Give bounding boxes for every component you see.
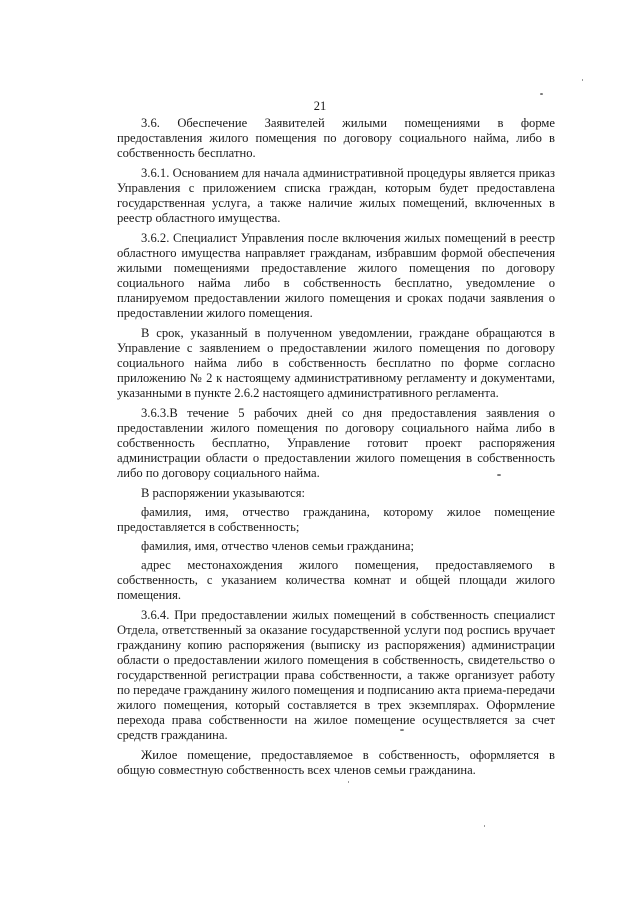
scan-speck: [582, 79, 583, 81]
scan-speck: [348, 781, 349, 783]
paragraph-family-members: фамилия, имя, отчество членов семьи гражданина;: [141, 539, 414, 553]
paragraph-3-6-3: 3.6.3.В течение 5 рабочих дней со дня предоставления заявления о предоставлении жилого помещения по договору социального найма либо в собственность бесплатно, Управление готовит проект распоряжения администрации области о предоставлении жилого помещения в собственность либо по договору социального найма.: [117, 406, 555, 480]
paragraph-3-6: 3.6. Обеспечение Заявителей жилыми помещениями в форме предоставления жилого помещения по договору социального найма, либо в собственность бесплатно.: [117, 116, 555, 160]
paragraph-3-6-4: 3.6.4. При предоставлении жилых помещений в собственность специалист Отдела, ответственный за оказание государственной услуги под роспись вручает гражданину копию распоряжения (выписку из распоряжения) администрации области о предоставлении жилого помещения в собственность, свидетельство о государственной регистрации права собственности, а также организует работу по передаче гражданину жилого помещения и подписанию акта приема-передачи жилого помещения, который составляется в трех экземплярах. Оформление перехода права собственности на жилое помещение осуществляется за счет средств гражданина.: [117, 608, 556, 742]
paragraph-3-6-2: 3.6.2. Специалист Управления после включения жилых помещений в реестр областного имущества направляет гражданам, избравшим формой обеспечения жилыми помещениями предоставление жилого помещения по договору социального найма либо в собственность бесплатно, уведомление о планируемом предоставлении жилого помещения и сроках подачи заявления о предоставлении жилого помещения.: [117, 231, 555, 320]
scan-speck: [400, 729, 404, 731]
document-body: [117, 116, 555, 783]
scan-speck: [540, 93, 543, 95]
paragraph-application-deadline: В срок, указанный в полученном уведомлении, граждане обращаются в Управление с заявлением о предоставлении жилого помещения по договору социального найма либо в собственность бесплатно по форме согласно приложению № 2 к настоящему административному регламенту и документами, указанными в пункте 2.6.2 настоящего административного регламента.: [117, 326, 555, 400]
paragraph-joint-ownership: Жилое помещение, предоставляемое в собственность, оформляется в общую совместную собственность всех членов семьи гражданина.: [117, 748, 555, 777]
paragraph-citizen-name: фамилия, имя, отчество гражданина, которому жилое помещение предоставляется в собственность;: [117, 505, 555, 534]
scan-speck: [484, 825, 485, 827]
paragraph-order-contents-intro: В распоряжении указываются:: [141, 486, 306, 500]
page-number: 21: [313, 99, 327, 113]
paragraph-address: адрес местонахождения жилого помещения, предоставляемого в собственность, с указанием количества комнат и общей площади жилого помещения.: [117, 558, 555, 602]
paragraph-3-6-1: 3.6.1. Основанием для начала административной процедуры является приказ Управления с приложением списка граждан, которым будет предоставлена государственная услуга, а также наличие жилых помещений, включенных в реестр областного имущества.: [117, 166, 555, 225]
scan-speck: [497, 474, 501, 476]
